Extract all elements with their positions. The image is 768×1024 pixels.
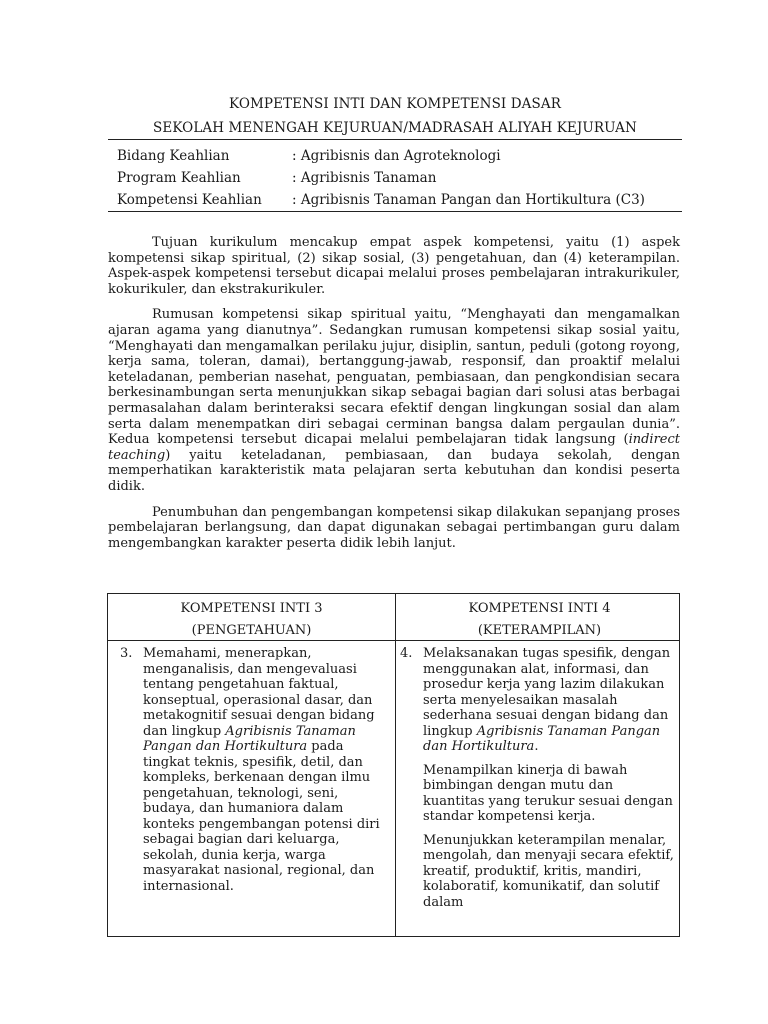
- document-subtitle: SEKOLAH MENENGAH KEJURUAN/MADRASAH ALIYAH KEJURUAN: [153, 120, 637, 136]
- ki3-text: Memahami, menerapkan, menganalisis, dan mengevaluasi tentang pengetahuan faktual, konseptual, operasional dasar, dan metakognitif sesuai dengan bidang dan lingkup Agribisnis Tanaman Pangan dan Hortikultura pada tingkat teknis, spesifik, detil, dan kompleks, berkenaan dengan ilmu pengetahuan, teknologi, seni, budaya, dan humaniora dalam konteks pengembangan potensi diri sebagai bagian dari keluarga, sekolah, dunia kerja, warga masyarakat nasional, regional, dan internasional.: [143, 646, 380, 894]
- info-value: : Agribisnis Tanaman: [292, 170, 437, 186]
- body-text: [108, 235, 680, 561]
- info-block: [117, 145, 645, 211]
- list-item: [400, 646, 674, 918]
- ki4-paragraph-1: Melaksanakan tugas spesifik, dengan menggunakan alat, informasi, dan prosedur kerja yang lazim dilakukan serta menyelesaikan masalah sederhana sesuai dengan bidang dan lingkup Agribisnis Tanaman Pangan dan Hortikultura.: [423, 646, 671, 754]
- paragraph-2: Rumusan kompetensi sikap spiritual yaitu, “Menghayati dan mengamalkan ajaran agama yang dianutnya”. Sedangkan rumusan kompetensi sikap sosial yaitu, “Menghayati dan mengamalkan perilaku jujur, disiplin, santun, peduli (gotong royong, kerja sama, toleran, damai), bertanggung-jawab, responsif, dan proaktif melalui keteladanan, pemberian nasehat, penguatan, pembiasaan, dan pengkondisian secara berkesinambungan serta menunjukkan sikap sebagai bagian dari solusi atas berbagai permasalahan dalam berinteraksi secara efektif dengan lingkungan sosial dan alam serta dalam menempatkan diri sebagai cerminan bangsa dalam pergaulan dunia”. Kedua kompetensi tersebut dicapai melalui pembelajaran tidak langsung (indirect teaching) yaitu keteladanan, pembiasaan, dan budaya sekolah, dengan memperhatikan karakteristik mata pelajaran serta kebutuhan dan kondisi peserta didik.: [108, 307, 680, 494]
- ki4-paragraph-2: Menampilkan kinerja di bawah bimbingan dengan mutu dan kuantitas yang terukur sesuai dengan standar kompetensi kerja.: [423, 762, 673, 824]
- info-label: Kompetensi Keahlian: [117, 192, 262, 208]
- info-row-bidang: [117, 145, 645, 167]
- table-cell-ki3: [120, 646, 388, 902]
- divider-top: [108, 139, 682, 140]
- list-item: [120, 646, 388, 902]
- table-cell-ki4: [400, 646, 674, 934]
- info-label: Bidang Keahlian: [117, 148, 230, 164]
- paragraph-1: Tujuan kurikulum mencakup empat aspek kompetensi, yaitu (1) aspek kompetensi sikap spiritual, (2) sikap sosial, (3) pengetahuan, dan (4) keterampilan. Aspek-aspek kompetensi tersebut dicapai melalui proses pembelajaran intrakurikuler, kokurikuler, dan ekstrakurikuler.: [108, 235, 680, 297]
- document-title: KOMPETENSI INTI DAN KOMPETENSI DASAR: [229, 96, 561, 112]
- table-column-divider: [395, 594, 396, 936]
- item-number: 4.: [400, 646, 413, 661]
- info-label: Program Keahlian: [117, 170, 241, 186]
- divider-bottom: [108, 211, 682, 212]
- competency-table: [107, 593, 680, 937]
- paragraph-3: Penumbuhan dan pengembangan kompetensi sikap dilakukan sepanjang proses pembelajaran berlangsung, dan dapat digunakan sebagai pertimbangan guru dalam mengembangkan karakter peserta didik lebih lanjut.: [108, 504, 680, 551]
- info-value: : Agribisnis dan Agroteknologi: [292, 148, 501, 164]
- table-header-ki3: KOMPETENSI INTI 3 (PENGETAHUAN): [180, 601, 323, 638]
- table-header-ki4: KOMPETENSI INTI 4 (KETERAMPILAN): [468, 601, 611, 638]
- item-number: 3.: [120, 646, 133, 661]
- info-value: : Agribisnis Tanaman Pangan dan Hortikultura (C3): [292, 192, 645, 208]
- info-row-program: [117, 167, 645, 189]
- info-row-kompetensi: [117, 189, 645, 211]
- ki4-paragraph-3: Menunjukkan keterampilan menalar, mengolah, dan menyaji secara efektif, kreatif, produktif, kritis, mandiri, kolaboratif, komunikatif, dan solutif dalam: [423, 832, 674, 910]
